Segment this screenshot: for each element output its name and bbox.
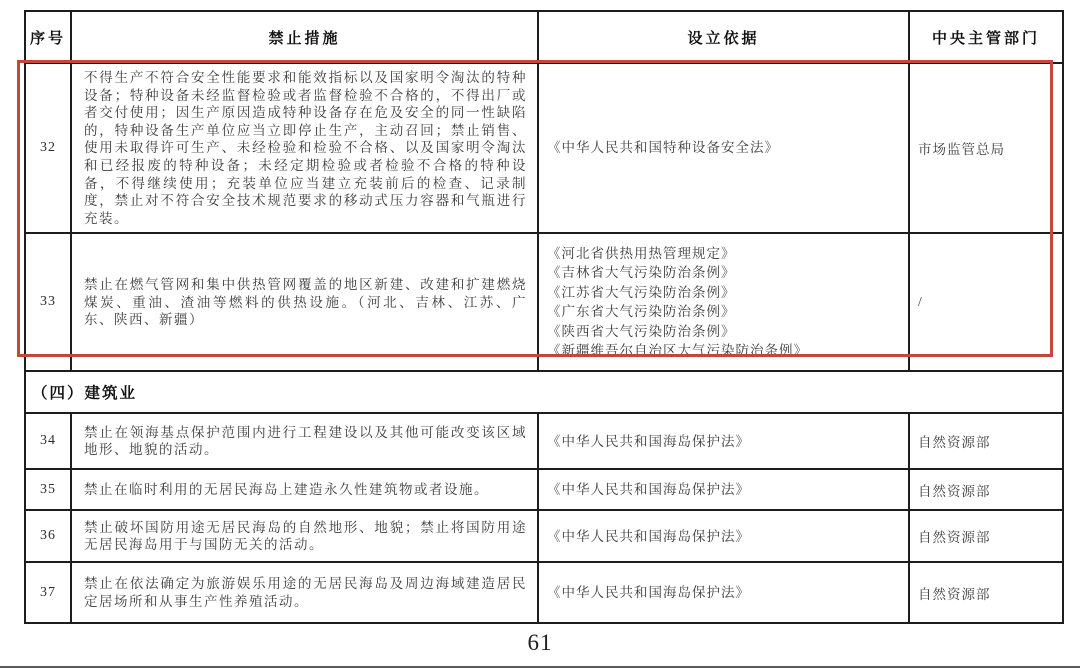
header-serial-number: 序号 bbox=[25, 11, 71, 63]
table-row bbox=[25, 510, 1063, 562]
prohibition-table bbox=[24, 10, 1064, 624]
basis-line: 《江苏省大气污染防治条例》 bbox=[547, 284, 736, 300]
row-serial-number: 35 bbox=[25, 469, 71, 510]
section-header-row bbox=[25, 371, 1063, 413]
row-department: 自然资源部 bbox=[909, 562, 1063, 623]
prohibition-table-container bbox=[24, 10, 1062, 624]
page-number: 61 bbox=[527, 630, 553, 655]
row-department: 自然资源部 bbox=[909, 469, 1063, 510]
row-measure-text: 禁止破坏国防用途无居民海岛的自然地形、地貌；禁止将国防用途无居民海岛用于与国防无关的活动。 bbox=[71, 510, 538, 562]
row-basis-cell bbox=[538, 233, 909, 371]
row-serial-number: 36 bbox=[25, 510, 71, 562]
row-basis-cell bbox=[538, 63, 909, 233]
row-serial-number: 33 bbox=[25, 233, 71, 371]
row-department: 自然资源部 bbox=[909, 413, 1063, 469]
section-title: （四）建筑业 bbox=[25, 371, 1063, 413]
row-serial-number: 37 bbox=[25, 562, 71, 623]
basis-line: 《中华人民共和国海岛保护法》 bbox=[547, 528, 750, 544]
row-department: / bbox=[909, 233, 1063, 371]
row-measure-text: 禁止在依法确定为旅游娱乐用途的无居民海岛及周边海域建造居民定居场所和从事生产性养殖活动。 bbox=[71, 562, 538, 623]
row-serial-number: 32 bbox=[25, 63, 71, 233]
row-basis-cell bbox=[538, 562, 909, 623]
header-legal-basis: 设立依据 bbox=[538, 11, 909, 63]
basis-line: 《新疆维吾尔自治区大气污染防治条例》 bbox=[547, 343, 808, 359]
header-central-department: 中央主管部门 bbox=[909, 11, 1063, 63]
basis-line: 《吉林省大气污染防治条例》 bbox=[547, 265, 736, 281]
header-prohibition-measure: 禁止措施 bbox=[71, 11, 538, 63]
basis-line: 《中华人民共和国海岛保护法》 bbox=[547, 482, 750, 498]
basis-line: 《河北省供热用热管理规定》 bbox=[547, 245, 736, 261]
row-basis-cell bbox=[538, 413, 909, 469]
basis-line: 《陕西省大气污染防治条例》 bbox=[547, 323, 736, 339]
table-row bbox=[25, 233, 1063, 371]
row-serial-number: 34 bbox=[25, 413, 71, 469]
basis-line: 《中华人民共和国海岛保护法》 bbox=[547, 433, 750, 449]
table-row bbox=[25, 469, 1063, 510]
table-row bbox=[25, 63, 1063, 233]
row-department: 市场监管总局 bbox=[909, 63, 1063, 233]
row-measure-text: 不得生产不符合安全性能要求和能效指标以及国家明令淘汰的特种设备；特种设备未经监督检验或者监督检验不合格的，不得出厂或者交付使用；因生产原因造成特种设备存在危及安全的同一性缺陷的，特种设备生产单位应当立即停止生产，主动召回；禁止销售、使用未取得许可生产、未经检验和检验不合格、以及国家明令淘汰和已经报废的特种设备；未经定期检验或者检验不合格的特种设备，不得继续使用；充装单位应当建立充装前后的检查、记录制度，禁止对不符合安全技术规范要求的移动式压力容器和气瓶进行充装。 bbox=[71, 63, 538, 233]
row-measure-text: 禁止在领海基点保护范围内进行工程建设以及其他可能改变该区域地形、地貌的活动。 bbox=[71, 413, 538, 469]
basis-line: 《中华人民共和国海岛保护法》 bbox=[547, 585, 750, 601]
row-measure-text: 禁止在燃气管网和集中供热管网覆盖的地区新建、改建和扩建燃烧煤炭、重油、渣油等燃料的供热设施。（河北、吉林、江苏、广东、陕西、新疆） bbox=[71, 233, 538, 371]
row-basis-cell bbox=[538, 510, 909, 562]
table-row bbox=[25, 413, 1063, 469]
row-measure-text: 禁止在临时利用的无居民海岛上建造永久性建筑物或者设施。 bbox=[71, 469, 538, 510]
basis-line: 《中华人民共和国特种设备安全法》 bbox=[547, 140, 779, 156]
basis-line: 《广东省大气污染防治条例》 bbox=[547, 304, 736, 320]
table-row bbox=[25, 562, 1063, 623]
row-basis-cell bbox=[538, 469, 909, 510]
row-department: 自然资源部 bbox=[909, 510, 1063, 562]
table-header-row bbox=[25, 11, 1063, 63]
